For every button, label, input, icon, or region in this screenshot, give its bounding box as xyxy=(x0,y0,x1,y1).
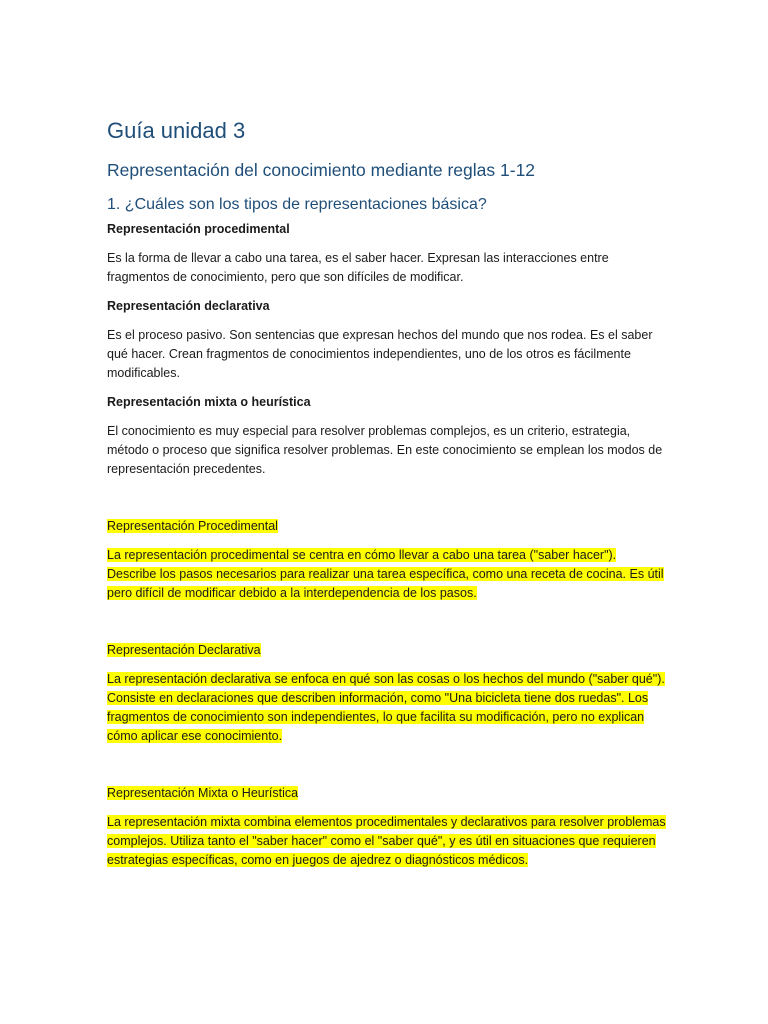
highlighted-text: La representación declarativa se enfoca en qué son las cosas o los hechos del mundo ("saber qué"). Consiste en declaraciones que describen información, como "Una bicicleta tiene dos ruedas". Los fragmentos de conocimiento son independientes, lo que facilita su modificación, pero no explican cómo aplicar ese conocimiento. xyxy=(107,672,665,743)
highlighted-text: La representación procedimental se centra en cómo llevar a cabo una tarea ("saber hacer"). Describe los pasos necesarios para realizar una tarea específica, como una receta de cocina. Es útil pero difícil de modificar debido a la interdependencia de los pasos. xyxy=(107,548,664,600)
highlighted-heading: Representación Declarativa xyxy=(107,643,261,657)
question-heading: 1. ¿Cuáles son los tipos de representaciones básica? xyxy=(107,196,487,213)
section-heading: Representación procedimental xyxy=(107,222,290,236)
section-heading: Representación mixta o heurística xyxy=(107,395,311,409)
section-declarativa xyxy=(107,297,668,383)
section-heading: Representación declarativa xyxy=(107,299,270,313)
highlighted-section-declarativa xyxy=(107,641,668,746)
section-text: El conocimiento es muy especial para resolver problemas complejos, es un criterio, estrategia, método o proceso que significa resolver problemas. En este conocimiento se emplean los modos de representación precedentes. xyxy=(107,424,663,476)
highlighted-section-procedimental xyxy=(107,517,668,603)
highlighted-section-mixta xyxy=(107,784,668,870)
highlighted-text: La representación mixta combina elementos procedimentales y declarativos para resolver problemas complejos. Utiliza tanto el "saber hacer" como el "saber qué", y es útil en situaciones que requieren estrategias específicas, como en juegos de ajedrez o diagnósticos médicos. xyxy=(107,815,666,867)
section-procedimental xyxy=(107,220,668,287)
highlighted-heading: Representación Mixta o Heurística xyxy=(107,786,299,800)
highlighted-heading: Representación Procedimental xyxy=(107,519,278,533)
document-subtitle: Representación del conocimiento mediante reglas 1-12 xyxy=(107,160,536,180)
section-text: Es la forma de llevar a cabo una tarea, es el saber hacer. Expresan las interacciones entre fragmentos de conocimiento, pero que son difíciles de modificar. xyxy=(107,251,609,284)
document-title: Guía unidad 3 xyxy=(107,118,246,143)
section-text: Es el proceso pasivo. Son sentencias que expresan hechos del mundo que nos rodea. Es el saber qué hacer. Crean fragmentos de conocimientos independientes, uno de los otros es fácilmente modificables. xyxy=(107,328,653,380)
section-mixta xyxy=(107,393,668,479)
